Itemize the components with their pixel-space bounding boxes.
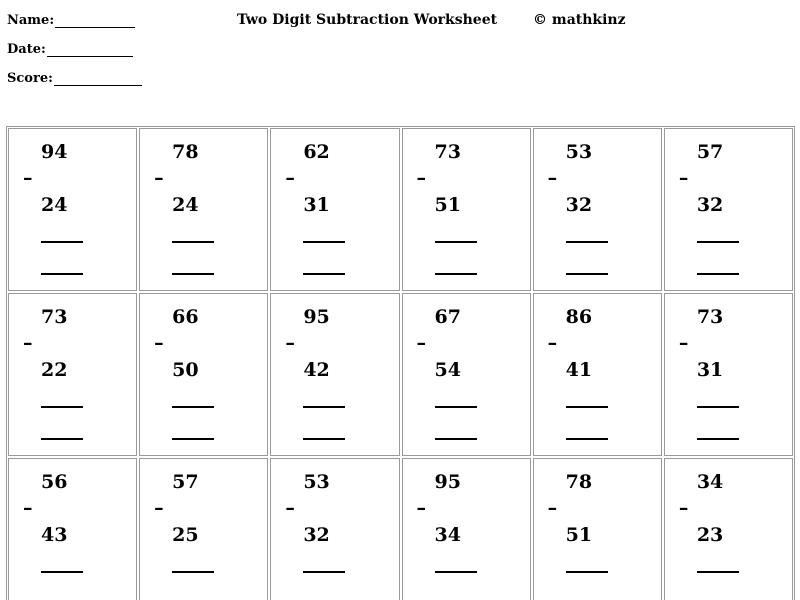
- answer-line[interactable]: [435, 438, 477, 440]
- answer-line[interactable]: [697, 273, 739, 275]
- minus-sign: –: [285, 332, 295, 354]
- subtrahend: 34: [434, 524, 461, 546]
- minus-sign: –: [23, 332, 33, 354]
- problem-grid: [6, 126, 795, 600]
- problem-cell: [402, 128, 531, 291]
- subtrahend: 31: [696, 359, 724, 381]
- answer-line[interactable]: [303, 571, 345, 573]
- minuend: 78: [172, 141, 199, 163]
- problem-cell: [664, 458, 793, 600]
- subtrahend: 54: [434, 359, 461, 381]
- answer-line[interactable]: [566, 406, 608, 408]
- minuend: 95: [434, 471, 461, 493]
- subtrahend: 51: [434, 194, 461, 216]
- problem-cell: [8, 293, 137, 456]
- answer-line[interactable]: [303, 438, 345, 440]
- minus-sign: –: [416, 497, 426, 519]
- answer-line[interactable]: [697, 241, 739, 243]
- problem-cell: [533, 128, 662, 291]
- answer-line[interactable]: [435, 241, 477, 243]
- score-label: Score:: [7, 71, 53, 86]
- worksheet-title: Two Digit Subtraction Worksheet: [237, 12, 498, 28]
- problem-cell: [139, 458, 268, 600]
- minuend: 67: [434, 306, 461, 328]
- answer-line[interactable]: [435, 273, 477, 275]
- answer-line[interactable]: [697, 438, 739, 440]
- subtrahend: 25: [172, 524, 199, 546]
- answer-line[interactable]: [172, 273, 214, 275]
- answer-line[interactable]: [435, 571, 477, 573]
- minuend: 57: [696, 141, 724, 163]
- minus-sign: –: [416, 167, 426, 189]
- copyright-notice: © mathkinz: [533, 12, 626, 28]
- subtrahend: 24: [172, 194, 199, 216]
- minus-sign: –: [23, 497, 33, 519]
- date-field[interactable]: [7, 41, 133, 57]
- minuend: 53: [565, 141, 593, 163]
- name-blank[interactable]: [55, 14, 135, 28]
- answer-line[interactable]: [566, 571, 608, 573]
- score-field[interactable]: [7, 70, 142, 86]
- score-blank[interactable]: [54, 72, 142, 86]
- minuend: 73: [696, 306, 724, 328]
- subtrahend: 32: [696, 194, 724, 216]
- answer-line[interactable]: [41, 241, 83, 243]
- answer-line[interactable]: [41, 273, 83, 275]
- answer-line[interactable]: [303, 273, 345, 275]
- problem-cell: [664, 293, 793, 456]
- answer-line[interactable]: [566, 273, 608, 275]
- problem-cell: [270, 458, 399, 600]
- minus-sign: –: [23, 167, 33, 189]
- name-label: Name:: [7, 13, 55, 28]
- minuend: 66: [172, 306, 199, 328]
- subtrahend: 24: [41, 194, 68, 216]
- minus-sign: –: [285, 497, 295, 519]
- answer-line[interactable]: [172, 406, 214, 408]
- subtrahend: 43: [41, 524, 68, 546]
- answer-line[interactable]: [41, 571, 83, 573]
- minuend: 56: [41, 471, 68, 493]
- minuend: 78: [565, 471, 593, 493]
- problem-cell: [270, 128, 399, 291]
- minus-sign: –: [547, 167, 558, 189]
- answer-line[interactable]: [172, 571, 214, 573]
- problem-cell: [139, 293, 268, 456]
- answer-line[interactable]: [172, 438, 214, 440]
- minus-sign: –: [154, 497, 164, 519]
- name-field[interactable]: [7, 12, 135, 28]
- minuend: 34: [696, 471, 724, 493]
- subtrahend: 41: [565, 359, 593, 381]
- subtrahend: 23: [696, 524, 724, 546]
- answer-line[interactable]: [303, 241, 345, 243]
- minus-sign: –: [154, 167, 164, 189]
- subtrahend: 32: [565, 194, 593, 216]
- minus-sign: –: [547, 332, 558, 354]
- answer-line[interactable]: [566, 438, 608, 440]
- minus-sign: –: [547, 497, 558, 519]
- problem-cell: [533, 458, 662, 600]
- answer-line[interactable]: [172, 241, 214, 243]
- problem-cell: [402, 293, 531, 456]
- minus-sign: –: [678, 167, 689, 189]
- minuend: 57: [172, 471, 199, 493]
- subtrahend: 31: [303, 194, 330, 216]
- subtrahend: 22: [41, 359, 68, 381]
- answer-line[interactable]: [697, 406, 739, 408]
- minus-sign: –: [416, 332, 426, 354]
- problem-cell: [270, 293, 399, 456]
- problem-cell: [8, 458, 137, 600]
- minuend: 53: [303, 471, 330, 493]
- answer-line[interactable]: [697, 571, 739, 573]
- subtrahend: 42: [303, 359, 330, 381]
- date-blank[interactable]: [47, 43, 133, 57]
- minuend: 95: [303, 306, 330, 328]
- answer-line[interactable]: [566, 241, 608, 243]
- problem-cell: [402, 458, 531, 600]
- answer-line[interactable]: [41, 406, 83, 408]
- problem-cell: [533, 293, 662, 456]
- problem-cell: [664, 128, 793, 291]
- minuend: 73: [434, 141, 461, 163]
- minuend: 62: [303, 141, 330, 163]
- subtrahend: 32: [303, 524, 330, 546]
- subtrahend: 50: [172, 359, 199, 381]
- minus-sign: –: [678, 497, 689, 519]
- minus-sign: –: [678, 332, 689, 354]
- subtrahend: 51: [565, 524, 593, 546]
- minuend: 94: [41, 141, 68, 163]
- answer-line[interactable]: [41, 438, 83, 440]
- minus-sign: –: [285, 167, 295, 189]
- minuend: 73: [41, 306, 68, 328]
- problem-cell: [8, 128, 137, 291]
- answer-line[interactable]: [435, 406, 477, 408]
- minuend: 86: [565, 306, 593, 328]
- answer-line[interactable]: [303, 406, 345, 408]
- date-label: Date:: [7, 42, 46, 57]
- minus-sign: –: [154, 332, 164, 354]
- problem-cell: [139, 128, 268, 291]
